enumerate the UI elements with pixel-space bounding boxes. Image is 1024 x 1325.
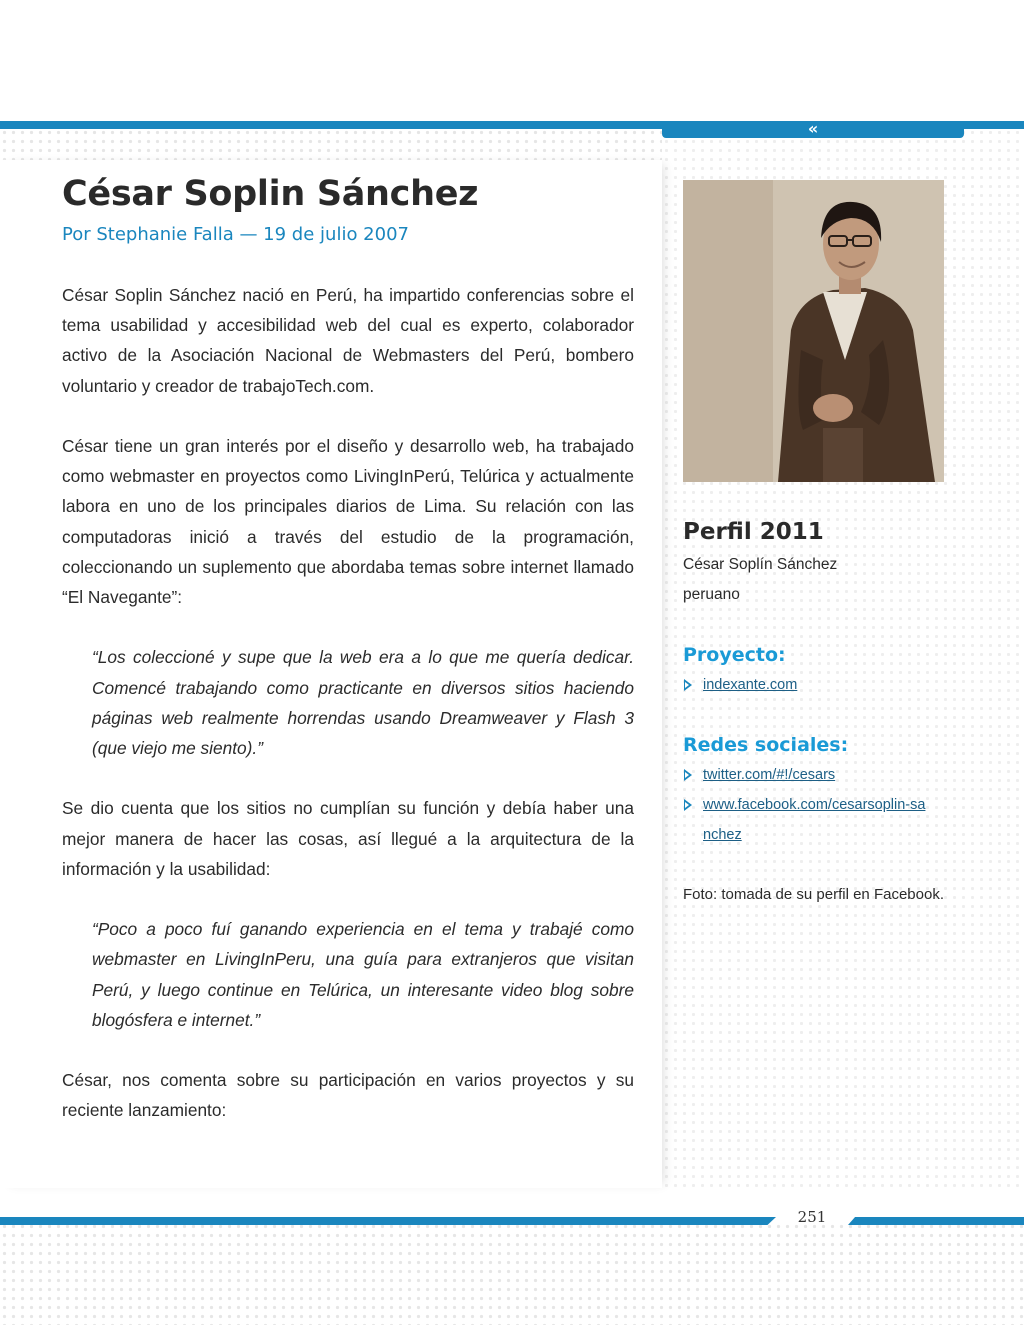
project-heading: Proyecto: [683, 644, 786, 666]
arrow-right-icon [684, 769, 692, 781]
photo-caption: Foto: tomada de su perfil en Facebook. [683, 886, 944, 903]
blockquote: “Los coleccioné y supe que la web era a lo que me quería dedicar. Comencé trabajando como practicante en diversos sitios haciendo páginas web realmente horrendas usando Dreamweaver y Flash 3 (que viejo me siento).” [92, 647, 634, 759]
paragraph: Se dio cuenta que los sitios no cumplían su función y debía haber una mejor manera de hacer las cosas, así llegué a la arquitectura de la información y la usabilidad: [62, 798, 634, 879]
project-link[interactable]: indexante.com [703, 677, 798, 693]
facebook-link[interactable]: www.facebook.com/cesarsoplin-sanchez [703, 797, 926, 843]
project-link-item [683, 670, 953, 700]
article-title: César Soplin Sánchez [62, 174, 479, 214]
bottom-accent-bar-right [848, 1217, 1024, 1225]
paragraph: César tiene un gran interés por el diseño y desarrollo web, ha trabajado como webmaster en proyectos como LivingInPerú, Telúrica y actualmente labora en uno de los principales diarios de Lima. Su relación con las computadoras inició a través del estudio de la programación, coleccionando un suplemento que abordaba temas sobre internet llamado “El Navegante”: [62, 436, 634, 608]
social-link-item [683, 760, 953, 790]
person-photo-illustration [683, 180, 944, 482]
social-link-item [683, 790, 933, 850]
page-number: 251 [797, 1208, 827, 1226]
article-body [62, 280, 634, 1156]
paragraph: César Soplin Sánchez nació en Perú, ha impartido conferencias sobre el tema usabilidad y accesibilidad web del cual es experto, colaborador activo de la Asociación Nacional de Webmasters del Perú, bombero voluntario y creador de trabajoTech.com. [62, 285, 634, 396]
arrow-right-icon [684, 799, 692, 811]
bottom-dot-pattern [0, 1222, 1024, 1325]
profile-photo [683, 180, 944, 482]
profile-nationality: peruano [683, 586, 740, 603]
top-tab [662, 121, 964, 138]
bottom-accent-bar-left [0, 1217, 776, 1225]
profile-heading: Perfil 2011 [683, 519, 824, 545]
social-heading: Redes sociales: [683, 734, 849, 756]
twitter-link[interactable]: twitter.com/#!/cesars [703, 767, 836, 783]
paragraph: César, nos comenta sobre su participación en varios proyectos y su reciente lanzamiento: [62, 1070, 634, 1121]
double-chevron-left-icon: « [807, 119, 819, 138]
article-byline: Por Stephanie Falla — 19 de julio 2007 [62, 224, 409, 245]
profile-sidebar [683, 514, 953, 910]
blockquote: “Poco a poco fuí ganando experiencia en el tema y trabajé como webmaster en LivingInPeru, una guía para extranjeros que visitan Perú, y luego continue en Telúrica, un interesante video blog sobre blogósfera e internet.” [92, 919, 634, 1030]
arrow-right-icon [684, 679, 692, 691]
profile-name: César Soplín Sánchez [683, 556, 838, 573]
